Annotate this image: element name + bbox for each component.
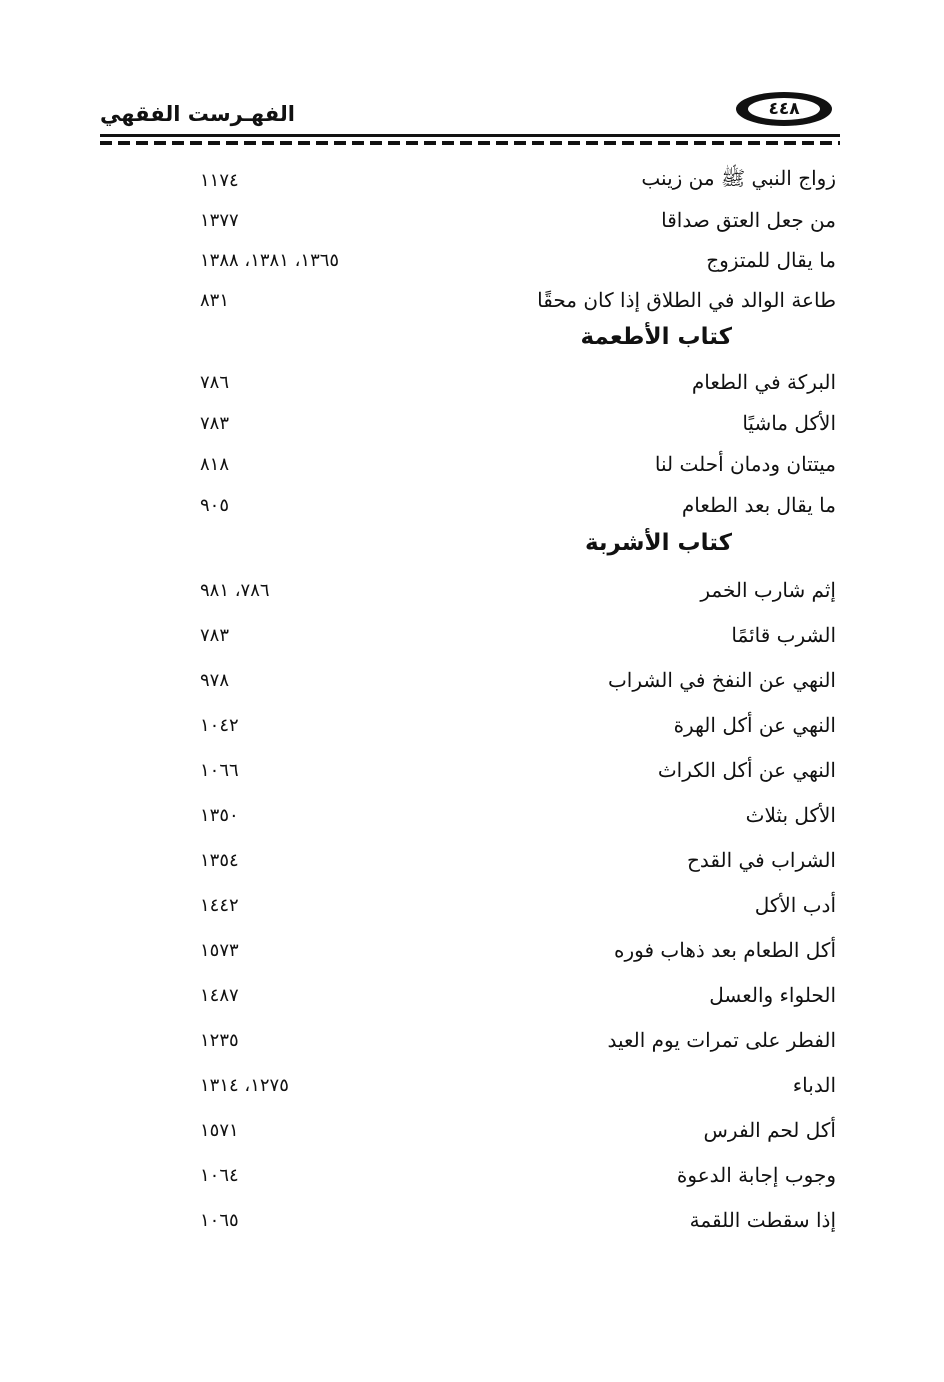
entry-title: أدب الأكل (754, 893, 836, 917)
section-heading-foods: كتاب الأطعمة (580, 324, 732, 350)
index-entry (200, 362, 836, 402)
entry-pages: ١٥٧٣ (200, 939, 239, 961)
entry-title: وجوب إجابة الدعوة (676, 1163, 836, 1187)
entry-pages: ٧٨٣ (200, 412, 230, 434)
entry-pages: ٨٣١ (200, 289, 230, 311)
header-rule (100, 134, 840, 148)
index-entry (200, 280, 836, 320)
entry-title: الشرب قائمًا (731, 623, 836, 647)
index-entry (200, 750, 836, 790)
entry-title: الدباء (792, 1073, 836, 1097)
index-entry (200, 485, 836, 525)
index-entry (200, 975, 836, 1015)
entry-pages: ١٠٦٦ (200, 759, 239, 781)
entry-pages: ١٣٧٧ (200, 209, 239, 231)
entry-title: الأكل ماشيًا (742, 411, 836, 435)
entry-title: الفطر على تمرات يوم العيد (607, 1028, 836, 1052)
entry-pages: ٧٨٦ (200, 371, 230, 393)
entry-pages: ١٣٦٥، ١٣٨١، ١٣٨٨ (200, 249, 340, 271)
index-entry (200, 840, 836, 880)
entry-title: الشراب في القدح (686, 848, 836, 872)
entry-title: الحلواء والعسل (709, 983, 836, 1007)
entry-title: من جعل العتق صداقا (661, 208, 836, 232)
header-rule-solid (100, 134, 840, 137)
entry-title: النهي عن أكل الهرة (673, 713, 836, 737)
entry-title: النهي عن أكل الكراث (657, 758, 836, 782)
entry-title: طاعة الوالد في الطلاق إذا كان محقًا (537, 288, 836, 312)
entry-pages: ١٣٥٠ (200, 804, 239, 826)
index-entry (200, 885, 836, 925)
index-entry (200, 403, 836, 443)
entry-pages: ١٢٧٥، ١٣١٤ (200, 1074, 289, 1096)
page-number: ٤٤٨ (748, 98, 820, 120)
index-entry (200, 444, 836, 484)
index-entry (200, 160, 836, 200)
entry-pages: ١٠٦٤ (200, 1164, 239, 1186)
entry-pages: ١٢٣٥ (200, 1029, 239, 1051)
entry-pages: ١٠٦٥ (200, 1209, 239, 1231)
index-entry (200, 705, 836, 745)
index-entry (200, 1110, 836, 1150)
entry-pages: ١٤٤٢ (200, 894, 239, 916)
entry-pages: ١٤٨٧ (200, 984, 239, 1006)
entry-pages: ١١٧٤ (200, 169, 239, 191)
index-entry (200, 1155, 836, 1195)
index-entry (200, 1065, 836, 1105)
entry-pages: ٩٧٨ (200, 669, 230, 691)
entry-title: ما يقال بعد الطعام (681, 493, 836, 517)
entry-pages: ١٠٤٢ (200, 714, 239, 736)
index-entry (200, 200, 836, 240)
index-entry (200, 615, 836, 655)
entry-pages: ٩٠٥ (200, 494, 230, 516)
entry-title: إثم شارب الخمر (700, 578, 836, 602)
running-title: الفهـرست الفقهي (100, 102, 295, 126)
entry-title: ما يقال للمتزوج (706, 248, 836, 272)
entry-title: الأكل بثلاث (745, 803, 836, 827)
entry-title: زواج النبي ﷺ من زينب (641, 165, 836, 190)
index-entry (200, 660, 836, 700)
index-entry (200, 1200, 836, 1240)
entry-title: إذا سقطت اللقمة (689, 1208, 836, 1232)
page-number-badge (736, 92, 832, 126)
entry-title: ميتتان ودمان أحلت لنا (654, 452, 836, 476)
entry-title: أكل لحم الفرس (703, 1118, 836, 1142)
section-heading-drinks: كتاب الأشربة (584, 530, 732, 556)
entry-pages: ١٣٥٤ (200, 849, 239, 871)
index-entry (200, 240, 836, 280)
index-entry (200, 930, 836, 970)
index-entry (200, 570, 836, 610)
index-entry (200, 795, 836, 835)
entry-pages: ١٥٧١ (200, 1119, 239, 1141)
entry-title: أكل الطعام بعد ذهاب فوره (614, 938, 836, 962)
header-rule-dashed (100, 141, 840, 145)
entry-pages: ٧٨٦، ٩٨١ (200, 579, 270, 601)
index-entry (200, 1020, 836, 1060)
entry-title: البركة في الطعام (691, 370, 836, 394)
entry-pages: ٨١٨ (200, 453, 230, 475)
entry-title: النهي عن النفخ في الشراب (607, 668, 836, 692)
entry-pages: ٧٨٣ (200, 624, 230, 646)
